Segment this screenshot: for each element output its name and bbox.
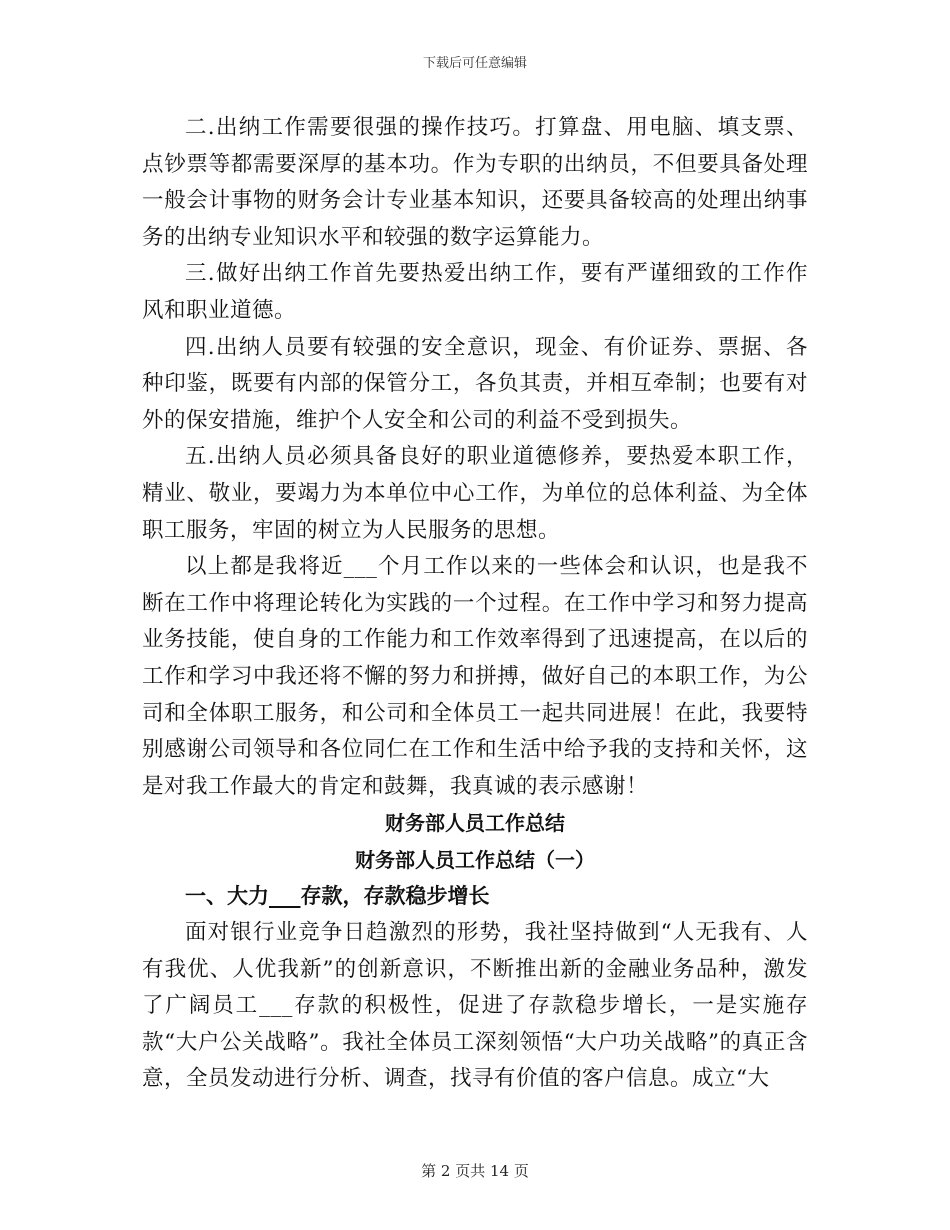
paragraph-summary: 以上都是我将近___个月工作以来的一些体会和认识，也是我不断在工作中将理论转化为实践的一个过程。在工作中学习和努力提高业务技能，使自身的工作能力和工作效率得到了迅速提高，在以后的工作和学习中我还将不懈的努力和拼搏，做好自己的本职工作，为公司和全体职工服务，和公司和全体员工一起共同进展！在此，我要特别感谢公司领导和各位同仁在工作和生活中给予我的支持和关怀，这是对我工作最大的肯定和鼓舞，我真诚的表示感谢！ xyxy=(142,554,808,799)
section-title: 财务部人员工作总结 xyxy=(385,811,565,836)
paragraph-3: 三.做好出纳工作首先要热爱出纳工作，要有严谨细致的工作作风和职业道德。 xyxy=(142,261,808,323)
paragraph-2: 二.出纳工作需要很强的操作技巧。打算盘、用电脑、填支票、点钞票等都需要深厚的基本功。作为专职的出纳员，不但要具备处理一般会计事物的财务会计专业基本知识，还要具备较高的处理出纳事务的出纳专业知识水平和较强的数字运算能力。 xyxy=(142,115,808,250)
page-header: 下载后可任意编辑 xyxy=(422,56,527,71)
section-heading: 一、大力___存款，存款稳步增长 xyxy=(185,883,490,909)
section-subtitle: 财务部人员工作总结（一） xyxy=(355,847,595,872)
paragraph-5: 五.出纳人员必须具备良好的职业道德修养，要热爱本职工作，精业、敬业，要竭力为本单位中心工作，为单位的总体利益、为全体职工服务，牢固的树立为人民服务的思想。 xyxy=(142,444,808,543)
page-footer: 第 2 页共 14 页 xyxy=(421,1162,529,1180)
document-body xyxy=(142,110,808,1098)
paragraph-deposit: 面对银行业竞争日趋激烈的形势，我社坚持做到“人无我有、人有我优、人优我新”的创新意识，不断推出新的金融业务品种，激发了广阔员工___存款的积极性，促进了存款稳步增长，一是实施存款“大户公关战略”。我社全体员工深刻领悟“大户功关战略”的真正含意，全员发动进行分析、调查，找寻有价值的客户信息。成立“大 xyxy=(142,920,808,1092)
paragraph-4: 四.出纳人员要有较强的安全意识，现金、有价证券、票据、各种印鉴，既要有内部的保管分工，各负其责，并相互牵制；也要有对外的保安措施，维护个人安全和公司的利益不受到损失。 xyxy=(142,334,808,433)
